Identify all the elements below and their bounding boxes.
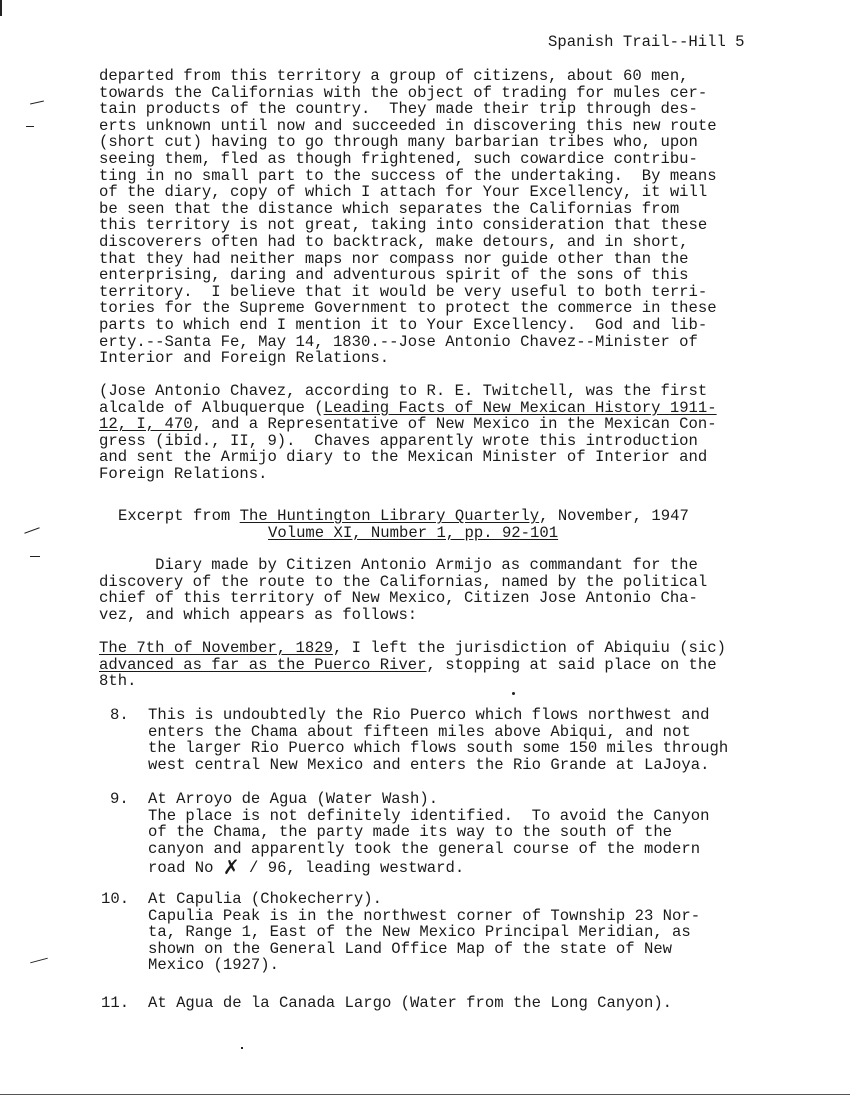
text-line: (short cut) having to go through many barbarian tribes who, upon bbox=[99, 133, 698, 152]
text-line bbox=[99, 657, 717, 674]
text-line: The place is not definitely identified. To avoid the Canyon bbox=[148, 806, 710, 825]
scan-speck bbox=[30, 958, 48, 964]
running-header: Spanish Trail--Hill 5 bbox=[548, 33, 745, 51]
text-line: (Jose Antonio Chavez, according to R. E. Twitchell, was the first bbox=[99, 382, 708, 400]
text-line bbox=[99, 400, 717, 417]
text-line: 8th. bbox=[99, 672, 137, 691]
text-line bbox=[148, 855, 465, 880]
text-line: seeing them, fled as though frightened, such cowardice contribu- bbox=[99, 150, 698, 168]
journal-title: The Huntington Library Quarterly bbox=[239, 507, 540, 525]
text-line: ting in no small part to the success of the undertaking. By means bbox=[99, 166, 717, 185]
volume-line: Volume XI, Number 1, pp. 92-101 bbox=[268, 523, 559, 542]
entry-date: The 7th of November, 1829 bbox=[99, 639, 333, 657]
text-line: chief of this territory of New Mexico, Citizen Jose Antonio Cha- bbox=[99, 589, 698, 608]
text-span: , I left the jurisdiction of Abiquiu (sic) bbox=[332, 639, 726, 657]
text-span-underlined: advanced as far as the Puerco River bbox=[99, 655, 427, 674]
text-line: tain products of the country. They made their trip through des- bbox=[99, 100, 698, 119]
text-span: / 96, leading westward. bbox=[239, 859, 465, 878]
scan-speck bbox=[512, 692, 515, 695]
text-span: , and a Representative of New Mexico in the Mexican Con- bbox=[192, 415, 717, 434]
text-line: Capulia Peak is in the northwest corner of Township 23 Nor- bbox=[148, 906, 701, 925]
text-line: Foreign Relations. bbox=[99, 465, 268, 483]
text-line bbox=[118, 508, 689, 525]
citation-ref: 12, I, 470 bbox=[99, 415, 193, 434]
text-line: Mexico (1927). bbox=[148, 956, 280, 975]
cited-title: Leading Facts of New Mexican History 1911- bbox=[323, 398, 717, 417]
text-line: This is undoubtedly the Rio Puerco which flows northwest and bbox=[148, 706, 710, 724]
text-line: shown on the General Land Office Map of the state of New bbox=[148, 939, 673, 958]
text-span: Excerpt from bbox=[118, 507, 240, 525]
text-span: alcalde of Albuquerque ( bbox=[99, 398, 324, 417]
text-line: enterprising, daring and adventurous spirit of the sons of this bbox=[99, 266, 689, 285]
text-line: west central New Mexico and enters the Rio Grande at LaJoya. bbox=[148, 755, 710, 774]
text-span: , November, 1947 bbox=[539, 507, 689, 525]
note-number: 11. bbox=[101, 994, 130, 1012]
text-line bbox=[99, 416, 717, 433]
text-line: vez, and which appears as follows: bbox=[99, 605, 418, 624]
text-line: this territory is not great, taking into consideration that these bbox=[99, 216, 708, 235]
scan-speck bbox=[241, 1047, 243, 1049]
text-line: of the Chama, the party made its way to the south of the bbox=[148, 823, 673, 842]
text-line: Interior and Foreign Relations. bbox=[99, 349, 390, 368]
text-line: of the diary, copy of which I attach for Your Excellency, it will bbox=[99, 183, 708, 202]
text-line: towards the Californias with the object of trading for mules cer- bbox=[99, 83, 708, 102]
scan-edge-mark bbox=[0, 0, 2, 16]
note-number: 9. bbox=[110, 790, 129, 808]
text-line: gress (ibid., II, 9). Chaves apparently wrote this introduction bbox=[99, 431, 698, 450]
text-line: departed from this territory a group of citizens, about 60 men, bbox=[99, 67, 689, 85]
note-number: 10. bbox=[101, 890, 130, 908]
text-line bbox=[99, 640, 726, 657]
scan-speck bbox=[26, 126, 34, 127]
text-line: ta, Range 1, East of the New Mexico Principal Meridian, as bbox=[148, 923, 691, 942]
text-line: enters the Chama about fifteen miles above Abiqui, and not bbox=[148, 722, 691, 741]
text-line: tories for the Supreme Government to protect the commerce in these bbox=[99, 299, 717, 318]
handwritten-check-mark: ✗ bbox=[222, 855, 240, 880]
scan-bottom-edge bbox=[0, 1094, 850, 1095]
scan-speck bbox=[30, 101, 44, 105]
text-line: erts unknown until now and succeeded in discovering this new route bbox=[99, 116, 717, 135]
text-line: be seen that the distance which separates the Californias from bbox=[99, 199, 680, 218]
text-span: , stopping at said place on the bbox=[426, 655, 717, 674]
scan-speck bbox=[30, 556, 40, 557]
text-line: Diary made by Citizen Antonio Armijo as commandant for the bbox=[99, 556, 698, 574]
text-line: parts to which end I mention it to Your Excellency. God and lib- bbox=[99, 316, 708, 334]
text-line: discoverers often had to backtrack, make detours, and in short, bbox=[99, 233, 689, 251]
text-span: road No bbox=[148, 859, 223, 878]
text-line: At Agua de la Canada Largo (Water from the Long Canyon). bbox=[148, 994, 673, 1012]
text-line: At Capulia (Chokecherry). bbox=[148, 890, 382, 908]
text-line: At Arroyo de Agua (Water Wash). bbox=[148, 790, 439, 808]
text-line: that they had neither maps nor compass nor guide other than the bbox=[99, 249, 689, 268]
text-line: erty.--Santa Fe, May 14, 1830.--Jose Antonio Chavez--Minister of bbox=[99, 332, 698, 351]
text-line: and sent the Armijo diary to the Mexican Minister of Interior and bbox=[99, 448, 708, 467]
text-line: discovery of the route to the Californias, named by the political bbox=[99, 572, 708, 591]
scan-speck bbox=[24, 527, 39, 533]
note-number: 8. bbox=[110, 706, 129, 724]
text-line: canyon and apparently took the general course of the modern bbox=[148, 839, 701, 858]
text-line: the larger Rio Puerco which flows south some 150 miles through bbox=[148, 739, 729, 758]
text-line: territory. I believe that it would be very useful to both terri- bbox=[99, 282, 708, 301]
